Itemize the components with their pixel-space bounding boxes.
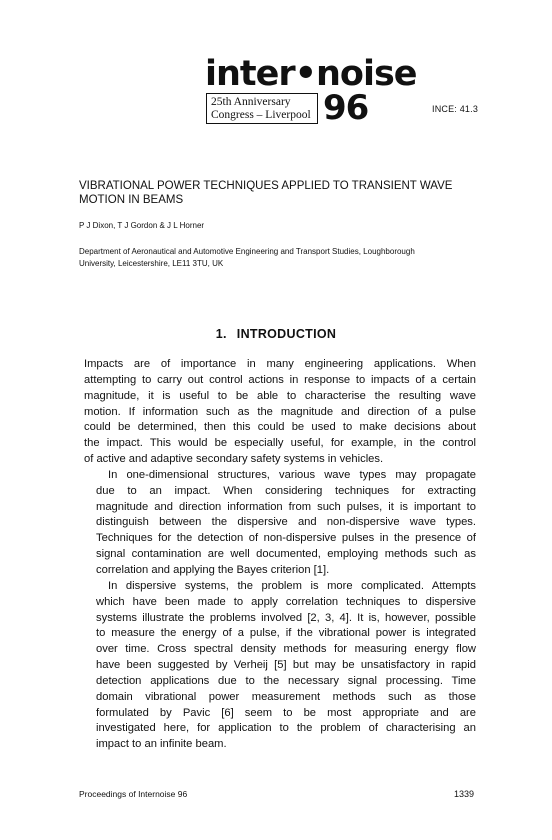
- text-line: distinguish between the dispersive and non-dispersive wave types.: [96, 516, 476, 529]
- logo-box-line1: 25th Anniversary: [211, 96, 291, 108]
- text-line: attempting to carry out control actions in response to impacts of a certain: [84, 373, 476, 386]
- text-line: Impacts are of importance in many engineering applications. When: [84, 358, 476, 370]
- text-line: investigated here, for application to the problem of characterising an: [96, 722, 476, 735]
- text-line: formulated by Pavic [6] seem to be most appropriate and are: [96, 706, 476, 719]
- page-number: 1339: [454, 789, 475, 799]
- paragraph: [84, 579, 476, 753]
- text-line: correlation and applying the Bayes criterion [1].: [96, 563, 330, 576]
- text-line: the impact. This would be especially useful, for example, in the control: [84, 437, 476, 450]
- ince-code: INCE: 41.3: [432, 104, 479, 114]
- text-line: due to an impact. When considering techniques for extracting: [96, 484, 476, 497]
- logo-box-line2: Congress – Liverpool: [211, 108, 311, 121]
- footer-proceedings: Proceedings of Internoise 96: [79, 789, 188, 799]
- text-line: over time. Cross spectral density methods for measuring energy flow: [96, 643, 476, 656]
- text-line: detection applications due to the necessary signal processing. Time: [96, 674, 476, 687]
- text-line: Techniques for the detection of non-dispersive pulses in the presence of: [96, 532, 476, 545]
- text-line: have been suggested by Verheij [5] but may be unsatisfactory in rapid: [96, 659, 476, 672]
- affiliation: [79, 246, 499, 270]
- text-line: In dispersive systems, the problem is more complicated. Attempts: [108, 579, 476, 592]
- text-line: impact to an infinite beam.: [96, 738, 227, 751]
- text-line: In one-dimensional structures, various wave types may propagate: [108, 468, 476, 481]
- text-line: magnitude and direction information from such pulses, it is important to: [96, 500, 476, 513]
- logo-wordmark: inter•noise: [205, 54, 417, 94]
- section-title: INTRODUCTION: [236, 327, 337, 341]
- text-line: domain vibrational power measurement methods such as those: [96, 690, 476, 703]
- body-text: [84, 357, 476, 753]
- logo-anniversary-box: [206, 93, 318, 124]
- affiliation-line: Department of Aeronautical and Automotive Engineering and Transport Studies, Loughborough: [79, 247, 415, 256]
- title-line: MOTION IN BEAMS: [79, 194, 184, 206]
- logo-year-number: 96: [323, 88, 369, 128]
- text-line: signal contamination are well documented, employing methods such as: [96, 548, 476, 561]
- text-line: motion. If information such as the magnitude and direction of a pulse: [84, 405, 476, 418]
- paper-title: [79, 179, 479, 207]
- text-line: systems illustrate the problems involved [2, 3, 4]. It is, however, possible: [96, 611, 476, 624]
- paragraph: [84, 468, 476, 579]
- text-line: magnitude, it is useful to be able to characterise the resulting wave: [84, 389, 476, 402]
- text-line: of active and adaptive secondary safety systems in vehicles.: [84, 453, 384, 466]
- authors: P J Dixon, T J Gordon & J L Horner: [79, 221, 205, 230]
- paragraph: [84, 357, 476, 468]
- section-heading: [0, 327, 552, 341]
- title-line: VIBRATIONAL POWER TECHNIQUES APPLIED TO TRANSIENT WAVE: [79, 180, 453, 192]
- text-line: to measure the energy of a pulse, if the vibrational power is integrated: [96, 627, 476, 640]
- section-number: 1.: [215, 327, 227, 341]
- text-line: which have been made to apply correlation techniques to dispersive: [96, 595, 476, 608]
- text-line: could be determined, then this could be used to make decisions about: [84, 421, 476, 434]
- affiliation-line: University, Leicestershire, LE11 3TU, UK: [79, 259, 224, 268]
- conference-logo: [205, 54, 417, 128]
